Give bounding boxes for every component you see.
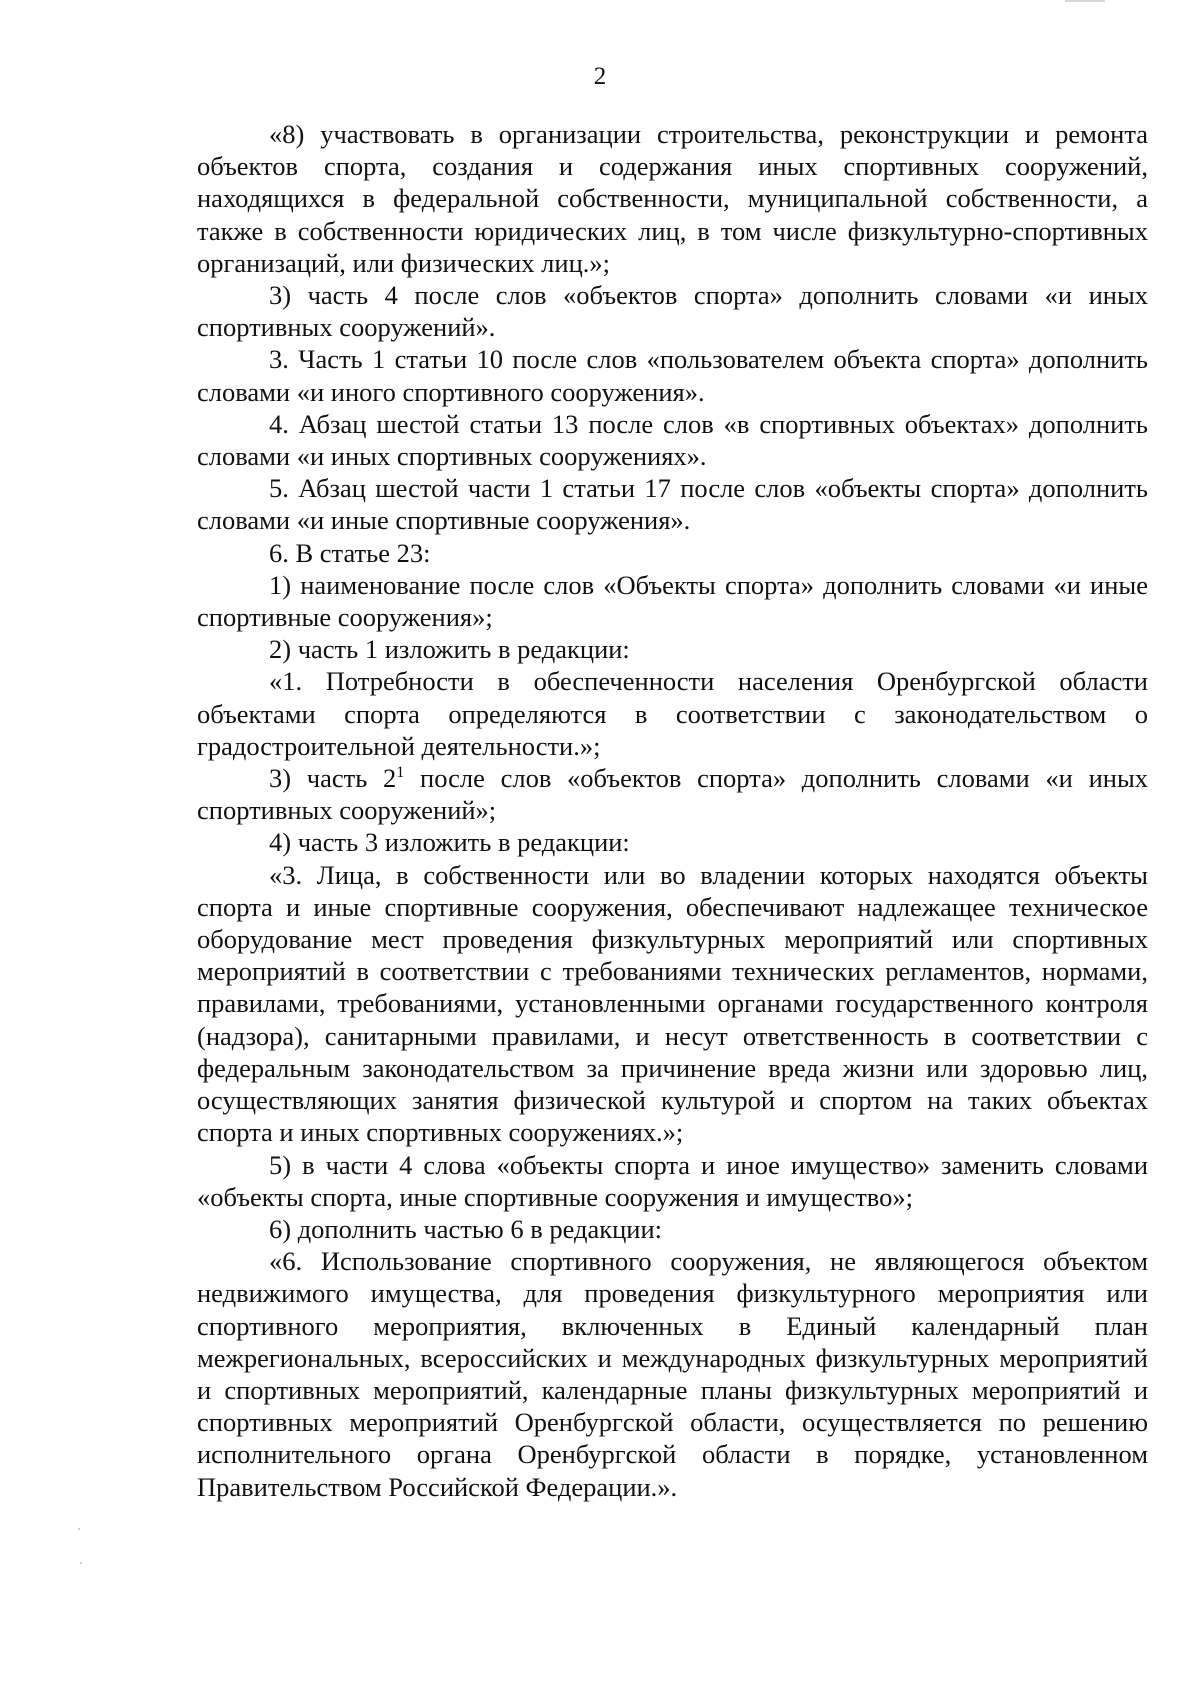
paragraph-article-23-item-5: 5) в части 4 слова «объекты спорта и иное имущество» заменить словами «объекты спорта, иные спортивные сооружения и имущество»; (197, 1149, 1148, 1212)
scan-speck (80, 1562, 82, 1564)
paragraph-article-23-heading: 6. В статье 23: (269, 537, 431, 568)
paragraph-article-23-item-3 (197, 762, 1148, 826)
paragraph-part-4-amendment: 3) часть 4 после слов «объектов спорта» дополнить словами «и иных спортивных сооружений». (197, 280, 1148, 343)
paragraph-article-23-item-2: 2) часть 1 изложить в редакции: (269, 634, 630, 665)
paragraph-article-23-item-4: 4) часть 3 изложить в редакции: (269, 827, 630, 858)
page-number: 2 (593, 63, 607, 90)
paragraph-article-23-item-6: 6) дополнить частью 6 в редакции: (269, 1213, 663, 1244)
paragraph-part-3-text: «3. Лица, в собственности или во владении которых находятся объекты спорта и иные спортивные сооружения, обеспечивают надлежащее техническое оборудование мест проведения физкультурных мероприятий или спортивных мероприятий в соответствии с требованиями технических регламентов, нормами, правилами, требованиями, установленными органами государственного контроля (надзора), санитарными правилами, и несут ответственность в соответствии с федеральным законодательством за причинение вреда жизни или здоровью лиц, осуществляющих занятия физической культурой и спортом на таких объектах спорта и иных спортивных сооружениях.»; (197, 859, 1148, 1148)
paragraph-article-23-item-1: 1) наименование после слов «Объекты спорта» дополнить словами «и иные спортивные сооружения»; (197, 569, 1148, 633)
superscript-index: 1 (396, 764, 405, 782)
document-body (197, 118, 1148, 1503)
scan-edge-mark (1065, 0, 1105, 2)
paragraph-part-6-text: «6. Использование спортивного сооружения, не являющегося объектом недвижимого имущества, для проведения физкультурного мероприятия или спортивного мероприятия, включенных в Единый календарный план межрегиональных, всероссийских и международных физкультурных мероприятий и спортивных мероприятий, календарные планы физкультурных мероприятий и спортивных мероприятий Оренбургской области, осуществляется по решению исполнительного органа Оренбургской области в порядке, установленном Правительством Российской Федерации.». (197, 1246, 1148, 1502)
paragraph-article-10: 3. Часть 1 статьи 10 после слов «пользователем объекта спорта» дополнить словами «и иного спортивного сооружения». (197, 344, 1148, 407)
paragraph-item-8: «8) участвовать в организации строительства, реконструкции и ремонта объектов спорта, создания и содержания иных спортивных сооружений, находящихся в федеральной собственности, муниципальной собственности, а также в собственности юридических лиц, в том числе физкультурно-спортивных организаций, или физических лиц.»; (197, 119, 1148, 278)
paragraph-article-17: 5. Абзац шестой части 1 статьи 17 после слов «объекты спорта» дополнить словами «и иные спортивные сооружения». (197, 473, 1148, 536)
scan-speck (78, 1528, 80, 1530)
paragraph-article-13: 4. Абзац шестой статьи 13 после слов «в спортивных объектах» дополнить словами «и иных спортивных сооружениях». (197, 408, 1148, 472)
paragraph-part-1-text: «1. Потребности в обеспеченности населения Оренбургской области объектами спорта определяются в соответствии с законодательством о градостроительной деятельности.»; (197, 666, 1148, 761)
paragraph-text-before: 3) часть 2 (269, 763, 397, 794)
paragraph-text-after: после слов «объектов спорта» дополнить словами «и иных спортивных сооружений»; (197, 763, 1149, 826)
